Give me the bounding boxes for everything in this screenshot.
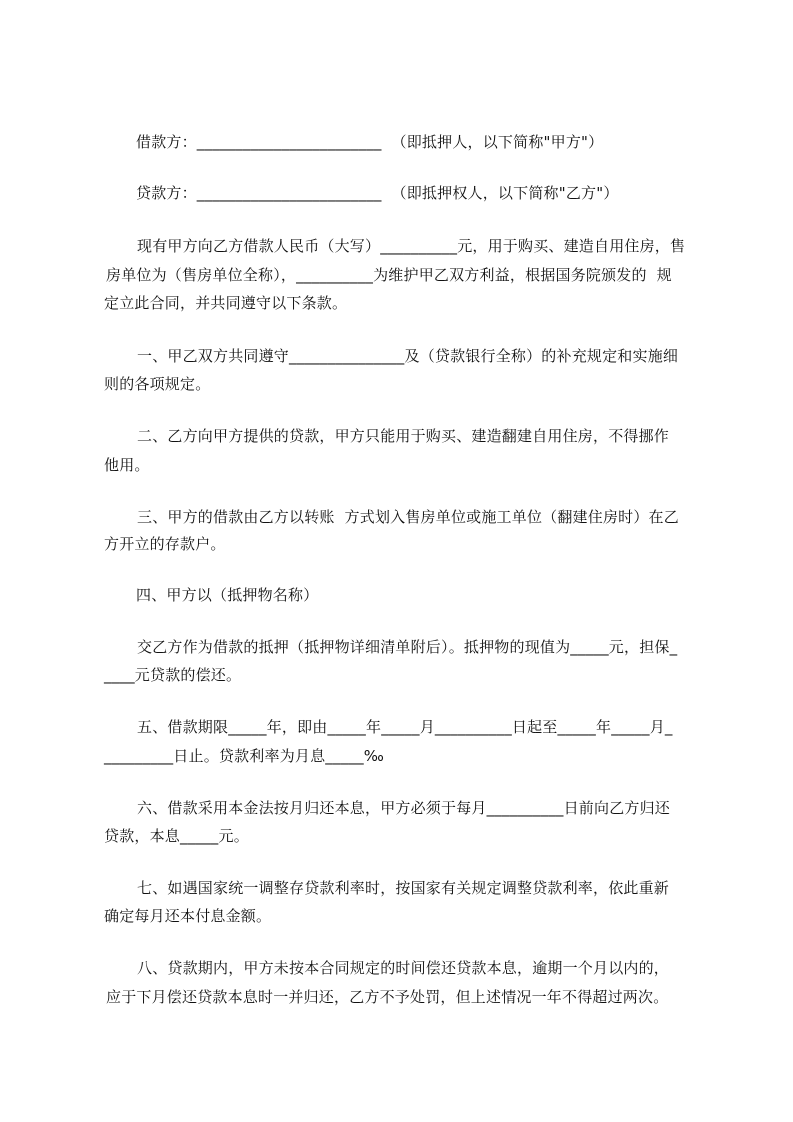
clause-8-line-2: 应于下月偿还贷款本息时一并归还，乙方不予处罚，但上述情况一年不得超过两次。 — [106, 988, 669, 1006]
clause-4-title: 四、甲方以（抵押物名称） — [136, 586, 319, 604]
clause-4-line-2: ____元贷款的偿还。 — [104, 666, 242, 684]
clause-6-line-2: 贷款，本息_____元。 — [104, 827, 249, 845]
clause-7-line-1: 七、如遇国家统一调整存贷款利率时，按国家有关规定调整贷款利率，依此重新 — [137, 879, 670, 897]
borrower-line: 借款方：________________________ （即抵押人，以下简称"甲方"） — [136, 133, 604, 151]
clause-5-line-1: 五、借款期限_____年，即由_____年_____月__________日起至_____年_____月_ — [137, 718, 673, 736]
clause-8-line-1: 八、贷款期内，甲方未按本合同规定的时间偿还贷款本息，逾期一个月以内的， — [137, 959, 670, 977]
intro-line-1: 现有甲方向乙方借款人民币（大写）__________元，用于购买、建造自用住房，售 — [137, 237, 686, 255]
intro-line-3: 定立此合同，并共同遵守以下条款。 — [104, 294, 348, 312]
clause-3-line-2: 方开立的存款户。 — [104, 535, 226, 553]
clause-2-line-1: 二、乙方向甲方提供的贷款，甲方只能用于购买、建造翻建自用住房，不得挪作 — [137, 427, 670, 445]
clause-3-line-1: 三、甲方的借款由乙方以转账 方式划入售房单位或施工单位（翻建住房时）在乙 — [137, 508, 679, 526]
clause-1-line-2: 则的各项规定。 — [104, 375, 211, 393]
clause-1-line-1: 一、甲乙双方共同遵守_______________及（贷款银行全称）的补充规定和实施细 — [137, 347, 679, 365]
intro-line-2: 房单位为（售房单位全称），__________为维护甲乙双方利益，根据国务院颁发的 规 — [106, 266, 672, 284]
clause-2-line-2: 他用。 — [104, 456, 150, 474]
clause-6-line-1: 六、借款采用本金法按月归还本息，甲方必须于每月__________日前向乙方归还 — [137, 799, 671, 817]
clause-5-line-2: _________日止。贷款利率为月息_____‰ — [104, 747, 385, 765]
clause-7-line-2: 确定每月还本付息金额。 — [104, 907, 272, 925]
lender-line: 贷款方：________________________ （即抵押权人，以下简称"乙方"） — [136, 184, 619, 202]
clause-4-line-1: 交乙方作为借款的抵押（抵押物详细清单附后）。抵押物的现值为_____元，担保_ — [137, 638, 678, 656]
